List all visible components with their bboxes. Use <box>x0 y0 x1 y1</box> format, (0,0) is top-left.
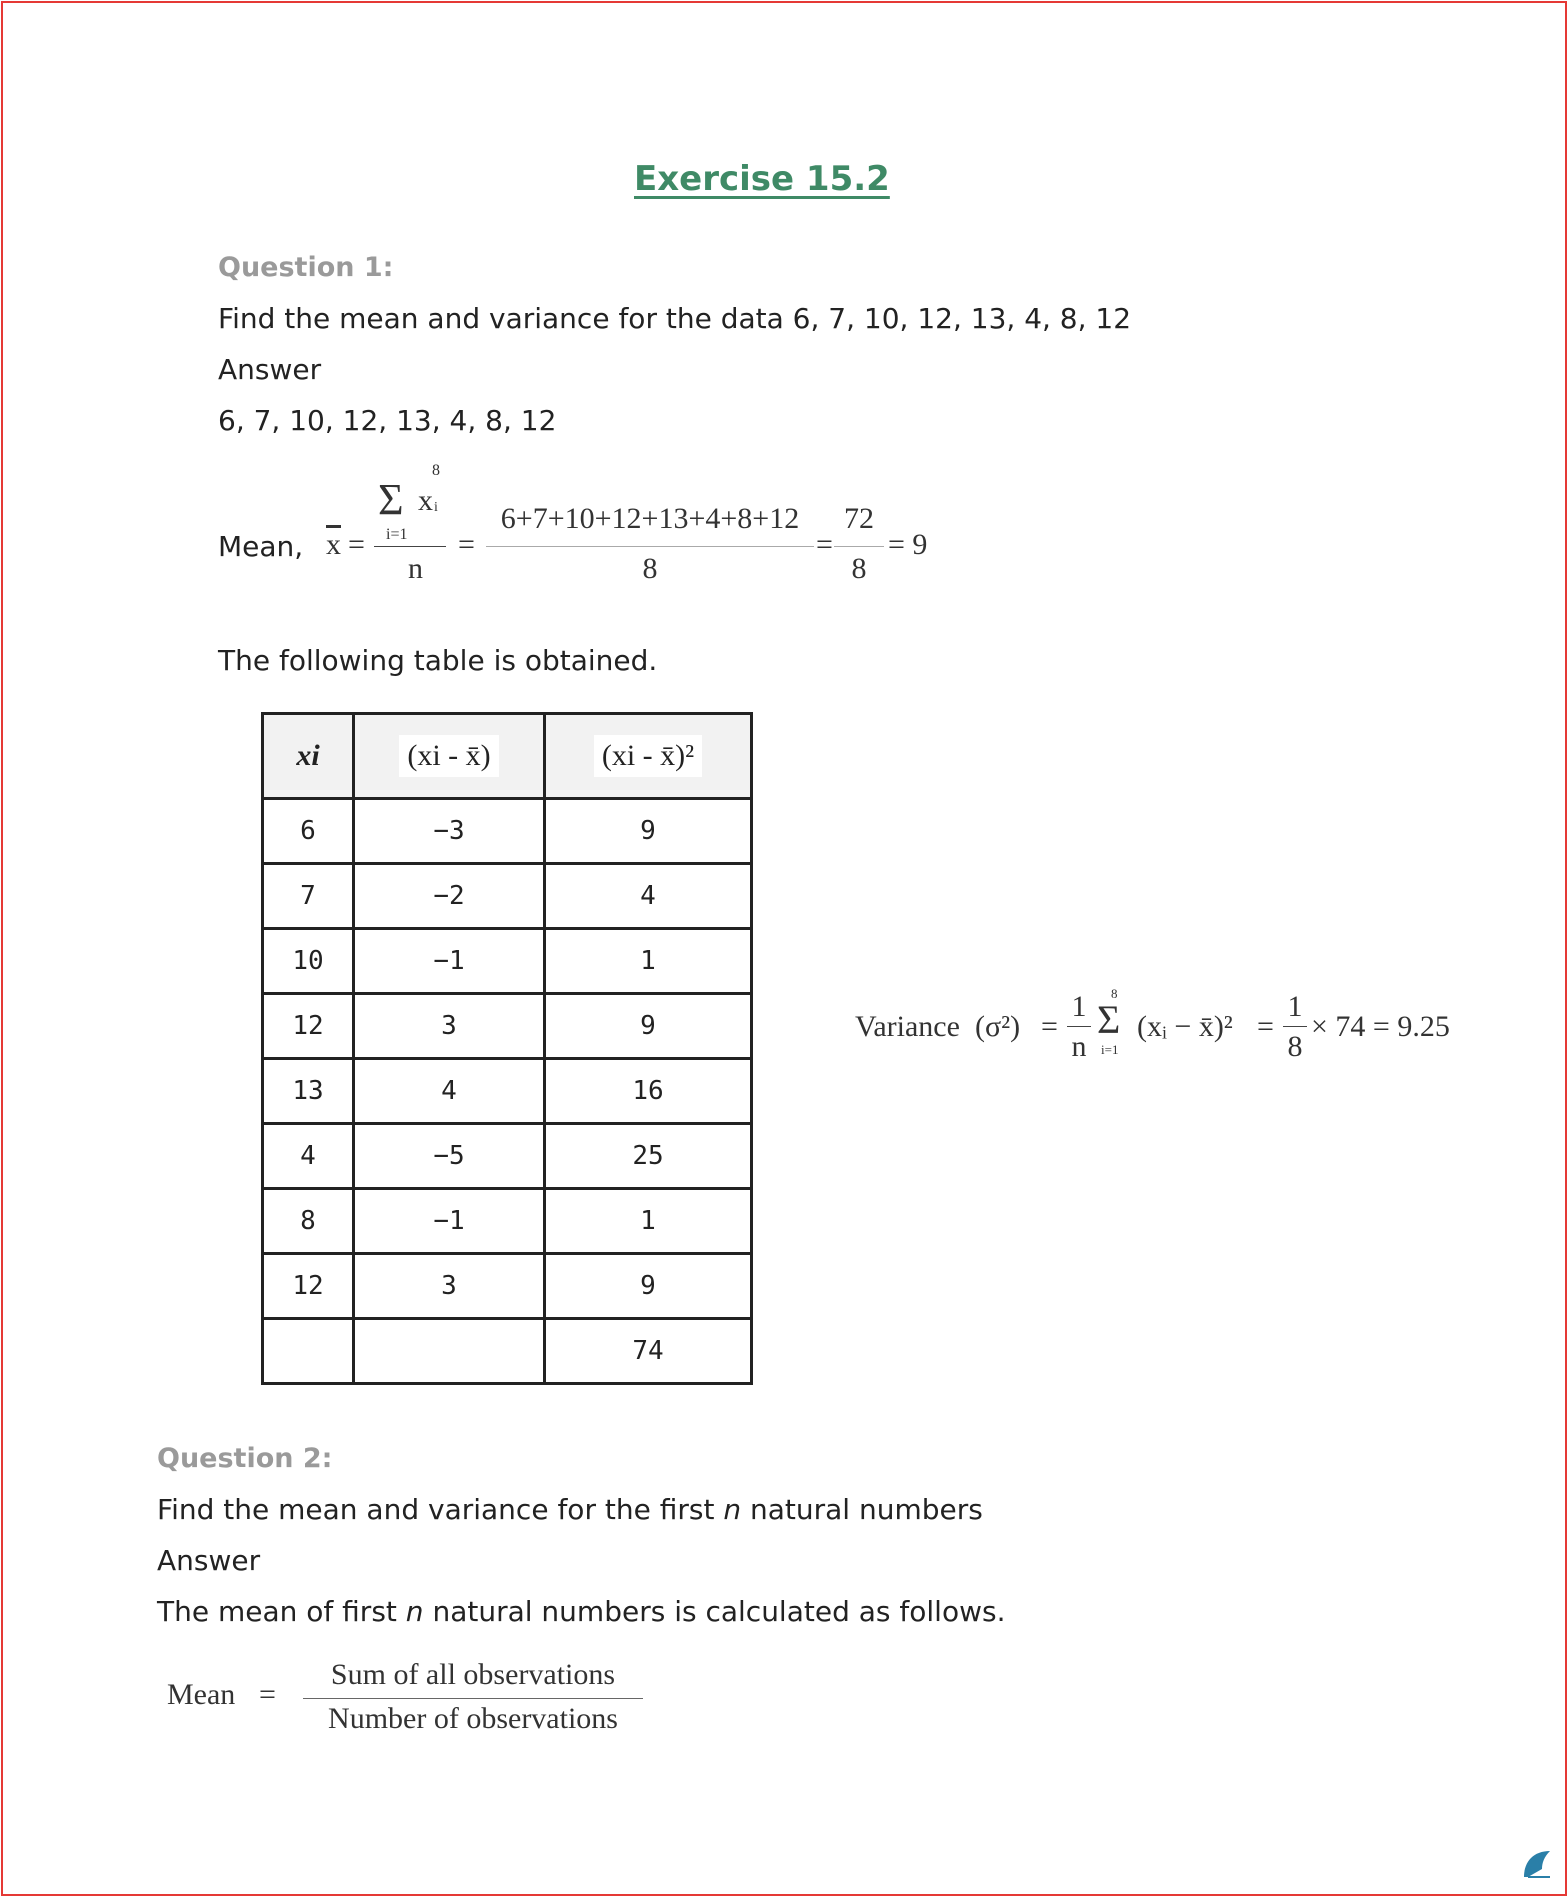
table-row: 4 −5 25 <box>263 1124 752 1189</box>
exercise-title: Exercise 15.2 <box>634 159 890 199</box>
table-total-row: 74 <box>263 1319 752 1384</box>
question-2-label: Question 2: <box>157 1443 333 1474</box>
table-header-row <box>263 714 752 799</box>
mean-label: Mean, <box>218 530 304 563</box>
table-row: 7 −2 4 <box>263 864 752 929</box>
table-intro: The following table is obtained. <box>218 644 658 677</box>
question-1-label: Question 1: <box>218 252 394 283</box>
deviation-table <box>261 712 753 1385</box>
question-1-text: Find the mean and variance for the data 6, 7, 10, 12, 13, 4, 8, 12 <box>218 302 1132 335</box>
table-row: 12 3 9 <box>263 994 752 1059</box>
sigma-symbol: Σ <box>378 475 404 524</box>
data-line: 6, 7, 10, 12, 13, 4, 8, 12 <box>218 404 557 437</box>
table-row: 12 3 9 <box>263 1254 752 1319</box>
table-row: 6 −3 9 <box>263 799 752 864</box>
table-row: 8 −1 1 <box>263 1189 752 1254</box>
brand-logo-icon <box>1520 1847 1554 1881</box>
answer-2-label: Answer <box>157 1544 261 1577</box>
question-2-text: Find the mean and variance for the first n natural numbers <box>157 1493 983 1526</box>
header-xi: xi <box>263 714 354 799</box>
table-row: 13 4 16 <box>263 1059 752 1124</box>
header-deviation-squared: (xi - x̄)² <box>545 714 752 799</box>
header-deviation: (xi - x̄) <box>354 714 545 799</box>
table-row: 10 −1 1 <box>263 929 752 994</box>
answer-1-label: Answer <box>218 353 322 386</box>
x-bar: $\overline{x}$ <box>326 528 341 561</box>
mean-intro-line: The mean of first n natural numbers is calculated as follows. <box>157 1595 1006 1628</box>
